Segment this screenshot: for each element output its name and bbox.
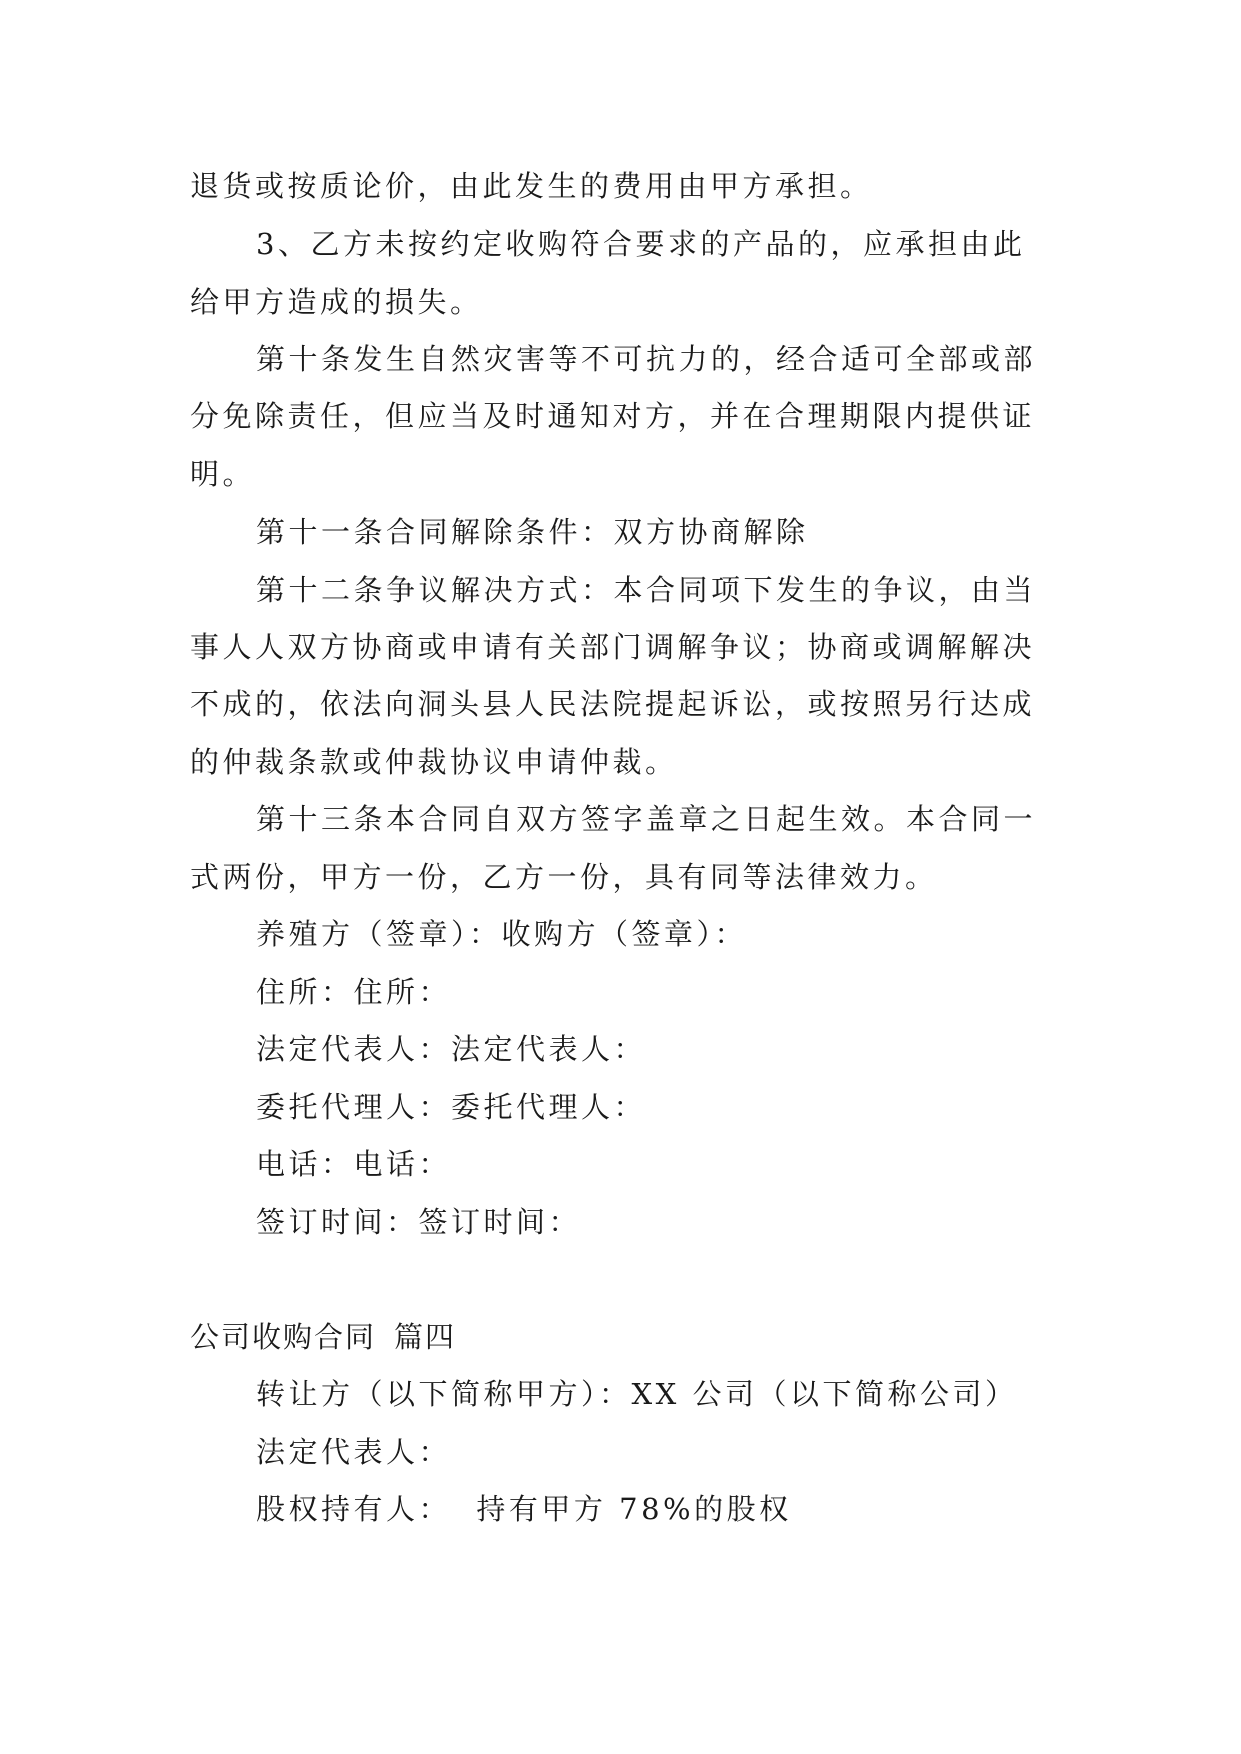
legal-rep-line: 法定代表人： bbox=[256, 1435, 452, 1469]
text-line: 式两份，甲方一份，乙方一份，具有同等法律效力。 bbox=[190, 860, 938, 894]
section-heading bbox=[190, 1319, 1070, 1355]
text-line: 不成的，依法向洞头县人民法院提起诉讼，或按照另行达成 bbox=[190, 687, 1036, 721]
text-line: 退货或按质论价，由此发生的费用由甲方承担。 bbox=[190, 169, 873, 203]
date-line: 签订时间：签订时间： bbox=[256, 1205, 582, 1239]
text-line: 的仲裁条款或仲裁协议申请仲裁。 bbox=[190, 745, 678, 779]
legal-rep-line: 法定代表人：法定代表人： bbox=[256, 1032, 647, 1066]
text-line: 明。 bbox=[190, 457, 256, 491]
text-line: 分免除责任，但应当及时通知对方，并在合理期限内提供证 bbox=[190, 399, 1036, 433]
text-line: 给甲方造成的损失。 bbox=[190, 285, 483, 319]
shareholder-line: 股权持有人： 持有甲方 78%的股权 bbox=[256, 1492, 792, 1526]
transferor-line: 转让方（以下简称甲方）：XX 公司（以下简称公司） bbox=[256, 1377, 1018, 1411]
section-suffix: 篇四 bbox=[394, 1320, 457, 1354]
section-title: 公司收购合同 bbox=[190, 1320, 377, 1354]
text-line: 第十三条本合同自双方签字盖章之日起生效。本合同一 bbox=[256, 802, 1037, 836]
text-line: 第十条发生自然灾害等不可抗力的，经合适可全部或部 bbox=[256, 342, 1037, 376]
text-line: 第十二条争议解决方式：本合同项下发生的争议，由当 bbox=[256, 573, 1037, 607]
agent-line: 委托代理人：委托代理人： bbox=[256, 1090, 647, 1124]
text-line: 事人人双方协商或申请有关部门调解争议；协商或调解解决 bbox=[190, 630, 1036, 664]
signature-line: 养殖方（签章）：收购方（签章）： bbox=[256, 917, 748, 951]
text-line: 3、乙方未按约定收购符合要求的产品的，应承担由此 bbox=[256, 227, 1026, 261]
text-line: 第十一条合同解除条件：双方协商解除 bbox=[256, 515, 809, 549]
phone-line: 电话：电话： bbox=[256, 1147, 452, 1181]
address-line: 住所：住所： bbox=[256, 975, 452, 1009]
